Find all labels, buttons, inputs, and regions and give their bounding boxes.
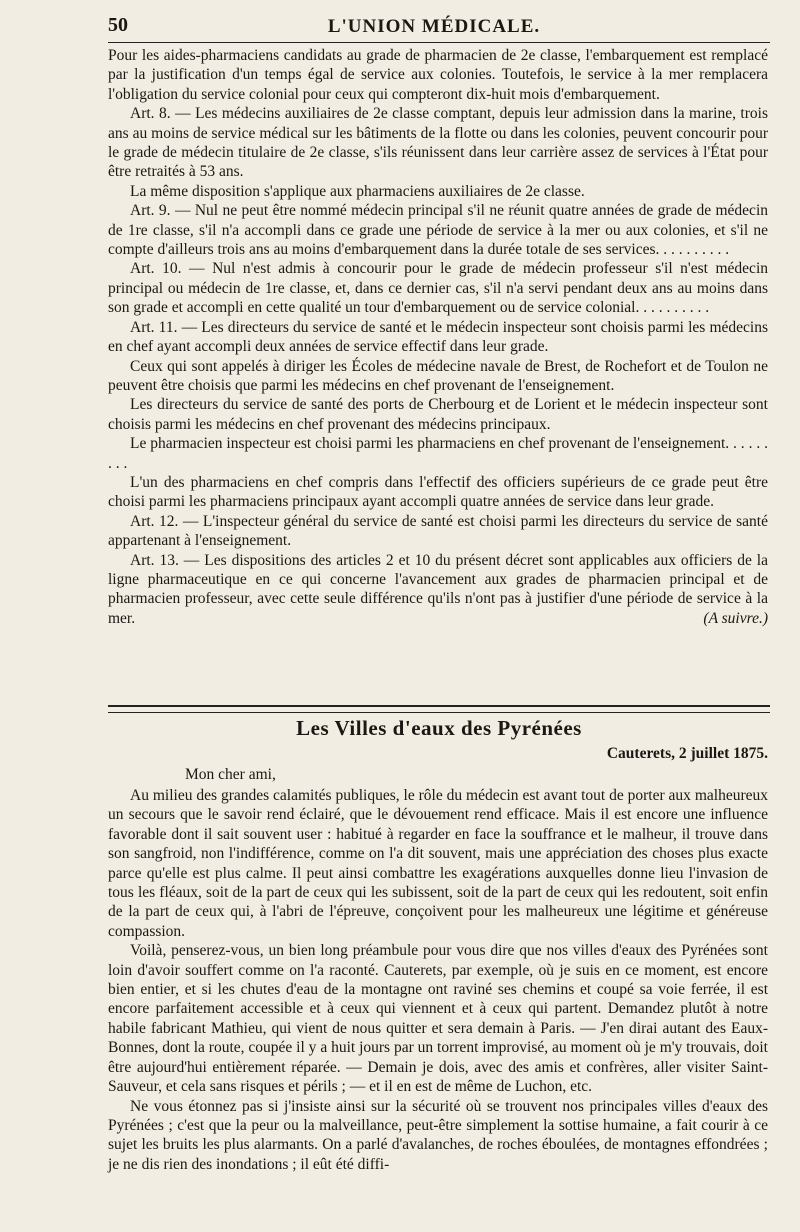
dateline: Cauterets, 2 juillet 1875. [606, 745, 768, 762]
paragraph: L'un des pharmaciens en chef compris dans l'effectif des officiers supérieurs de ce grade peut être choisi parmi les pharmaciens principaux ayant accompli quatre années de service dans leur grade. [108, 473, 768, 511]
paragraph: Le pharmacien inspecteur est choisi parmi les pharmaciens en chef provenant de l'enseignement. . . . . . . . . [108, 435, 768, 472]
salutation: Mon cher ami, [185, 766, 276, 783]
running-title: L'UNION MÉDICALE. [327, 16, 541, 37]
paragraph: Ne vous étonnez pas si j'insiste ainsi sur la sécurité où se trouvent nos principales villes d'eaux des Pyrénées ; c'est que la peur ou la malveillance, peut-être simplement la sottise humaine, a fait courir à ce sujet les bruits les plus alarmants. On a parlé d'avalanches, de roches éboulées, de montagnes effondrées ; je ne dis rien des inondations ; il eût été diffi- [108, 1097, 768, 1173]
paragraph: Pour les aides-pharmaciens candidats au grade de pharmacien de 2e classe, l'embarquement est remplacé par la justification d'un temps égal de service aux colonies. Toutefois, le service à la mer remplacera l'obligation du service colonial pour ceux qui compteront dix-huit mois d'embarquement. [108, 47, 768, 103]
to-be-continued: (A suivre.) [703, 609, 768, 627]
article-body [108, 786, 768, 1174]
paragraph: Au milieu des grandes calamités publiques, le rôle du médecin est avant tout de porter aux malheureux un secours que le savoir rend éclairé, que le dévouement rend efficace. Mais il est encore une influence favorable dont il sait souvent user : habitué à regarder en face la souffrance et le malheur, il trouve dans son sangfroid, non l'indifférence, comme on l'a dit souvent, mais une appréciation des choses plus exacte parce qu'elle est plus calme. Il peut ainsi combattre les exagérations auxquelles donne lieu l'invasion de tous les fléaux, soit de la part de ceux qui les subissent, soit de la part de ceux qui les redoutent, soit enfin de la part de ceux qui, à l'abri de l'épreuve, conçoivent pour les malheureux une légitime et généreuse compassion. [108, 787, 768, 940]
article-title: Les Villes d'eaux des Pyrénées [296, 716, 582, 740]
paragraph: Les directeurs du service de santé des ports de Cherbourg et de Lorient et le médecin inspecteur sont choisis parmi les médecins en chef provenant des médecins principaux. [108, 396, 768, 433]
paragraph: Ceux qui sont appelés à diriger les Écoles de médecine navale de Brest, de Rochefort et de Toulon ne peuvent être choisis que parmi les médecins en chef provenant de l'enseignement. [108, 357, 768, 394]
paragraph: Art. 10. — Nul n'est admis à concourir pour le grade de médecin professeur s'il n'est médecin principal ou médecin de 1re classe, et, dans ce dernier cas, s'il n'a servi pendant deux ans au moins dans son grade et accompli en cette qualité un tour d'embarquement ou de service colonial. . . . . . . . . . [108, 260, 768, 317]
paragraph: Art. 9. — Nul ne peut être nommé médecin principal s'il ne réunit quatre années de grade de médecin de 1re classe, s'il n'a accompli dans ce grade une période de service à la mer ou aux colonies, et s'il ne compte d'ailleurs trois ans au moins d'embarquement dans la durée totale de ses services. . . . . . . . . . [108, 202, 768, 259]
paragraph: Art. 11. — Les directeurs du service de santé et le médecin inspecteur sont choisis parmi les médecins en chef ayant accompli deux années de service effectif dans leur grade. [108, 318, 768, 356]
paragraph: La même disposition s'applique aux pharmaciens auxiliaires de 2e classe. [130, 182, 585, 200]
page-number: 50 [108, 14, 128, 36]
page-header [108, 14, 760, 38]
paragraph: Art. 8. — Les médecins auxiliaires de 2e classe comptant, depuis leur admission dans la marine, trois ans au moins de service médical sur les bâtiments de la flotte ou dans les colonies, peuvent concourir pour le grade de médecin titulaire de 2e classe, s'ils réunissent dans leur carrière assez de services à l'État pour être retraités à 53 ans. [108, 105, 768, 181]
section-divider [108, 705, 770, 713]
decree-articles [108, 46, 768, 628]
paragraph: Art. 13. — Les dispositions des articles 2 et 10 du présent décret sont applicables aux officiers de la ligne pharmaceutique en ce qui concerne l'avancement aux grades de pharmacien principal et de pharmacien professeur, avec cette seule différence qu'ils n'ont pas à justifier d'une période de service à la mer. [108, 551, 768, 627]
paragraph: Art. 12. — L'inspecteur général du service de santé est choisi parmi les directeurs du service de santé appartenant à l'enseignement. [108, 512, 768, 550]
paragraph: Voilà, penserez-vous, un bien long préambule pour vous dire que nos villes d'eaux des Pyrénées sont loin d'avoir souffert comme on l'a raconté. Cauterets, par exemple, où je suis en ce moment, est encore bien entier, et si les chutes d'eau de la montagne ont raviné ses chemins et coupé sa voie ferrée, il est encore parfaitement accessible et à ceux qui viennent et à ceux qui partent. Demandez plutôt à notre habile fabricant Mathieu, qui vient de nous quitter et sera demain à Paris. — J'en dirai autant des Eaux-Bonnes, dont la route, coupée il y a huit jours par un torrent improvisé, au moment où je m'y trouvais, doit être aujourd'hui entièrement réparée. — Demain je dois, avec des amis et confrères, aller visiter Saint-Sauveur, et cela sans risques et périls ; — et il en est de même de Luchon, etc. [108, 942, 768, 1096]
header-rule [108, 42, 770, 43]
